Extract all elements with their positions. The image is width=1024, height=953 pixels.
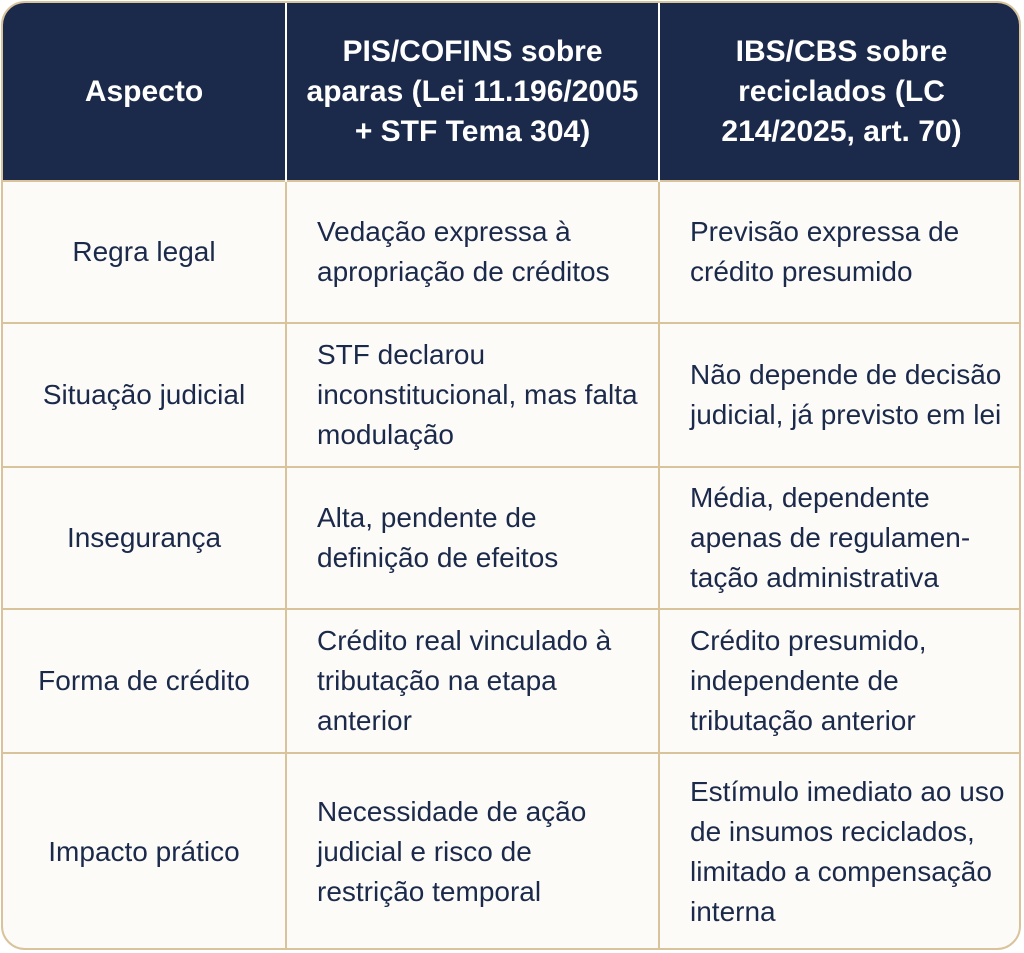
cell-aspect: Insegurança — [3, 467, 286, 609]
table-row-impacto-pratico — [3, 753, 1021, 950]
cell-aspect: Impacto prático — [3, 753, 286, 950]
cell-aspect: Regra legal — [3, 181, 286, 323]
cell-pis-cofins: Vedação expressa à apropriação de créditos — [286, 181, 659, 323]
cell-ibs-cbs: Estímulo imediato ao uso de insumos reciclados, limitado a compensação interna — [659, 753, 1021, 950]
cell-ibs-cbs: Previsão expressa de crédito presumido — [659, 181, 1021, 323]
cell-pis-cofins: Crédito real vinculado à tributação na etapa anterior — [286, 609, 659, 753]
table-row-inseguranca — [3, 467, 1021, 609]
header-row — [3, 3, 1021, 181]
cell-ibs-cbs: Não depende de decisão judicial, já previsto em lei — [659, 323, 1021, 467]
header-aspect: Aspecto — [3, 3, 286, 181]
comparison-table — [3, 3, 1021, 950]
comparison-table-card — [1, 1, 1021, 950]
cell-pis-cofins: Necessidade de ação judicial e risco de restrição temporal — [286, 753, 659, 950]
table-header — [3, 3, 1021, 181]
table-row-situacao-judicial — [3, 323, 1021, 467]
cell-ibs-cbs: Média, dependente apenas de regulamen-tação administrativa — [659, 467, 1021, 609]
cell-aspect: Situação judicial — [3, 323, 286, 467]
table-row-forma-de-credito — [3, 609, 1021, 753]
cell-pis-cofins: Alta, pendente de definição de efeitos — [286, 467, 659, 609]
cell-ibs-cbs: Crédito presumido, independente de tributação anterior — [659, 609, 1021, 753]
cell-pis-cofins: STF declarou inconstitucional, mas falta modulação — [286, 323, 659, 467]
cell-aspect: Forma de crédito — [3, 609, 286, 753]
header-ibs-cbs: IBS/CBS sobre reciclados (LC 214/2025, art. 70) — [659, 3, 1021, 181]
table-row-regra-legal — [3, 181, 1021, 323]
table-body — [3, 181, 1021, 950]
header-pis-cofins: PIS/COFINS sobre aparas (Lei 11.196/2005 + STF Tema 304) — [286, 3, 659, 181]
